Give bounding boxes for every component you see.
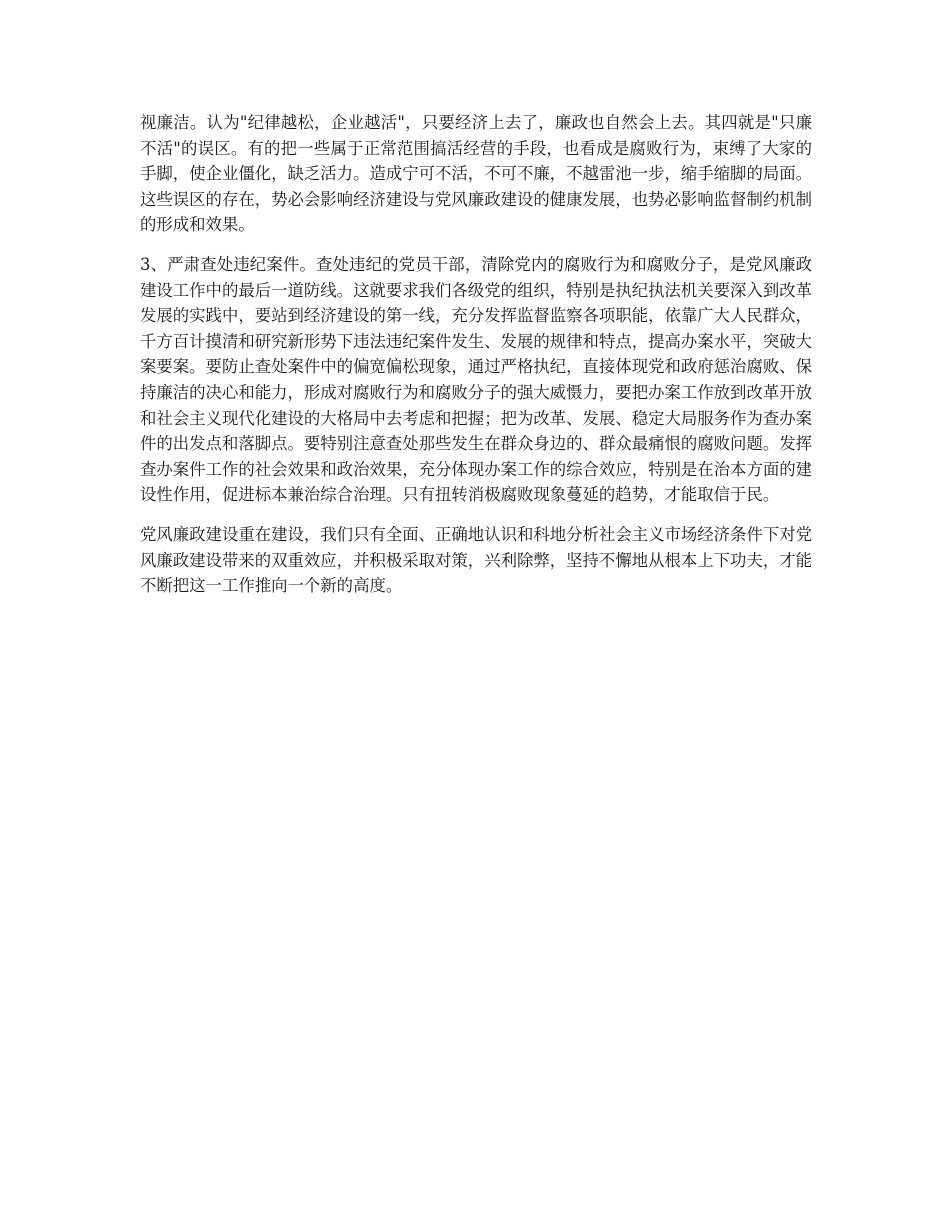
paragraph-3: 党风廉政建设重在建设，我们只有全面、正确地认识和科地分析社会主义市场经济条件下对党风廉政建设带来的双重效应，并积极采取对策，兴利除弊，坚持不懈地从根本上下功夫，才能不断把这一工作推向一个新的高度。 xyxy=(140,524,813,596)
document-body xyxy=(140,110,812,613)
paragraph-2: 3、严肃查处违纪案件。查处违纪的党员干部，清除党内的腐败行为和腐败分子，是党风廉政建设工作中的最后一道防线。这就要求我们各级党的组织，特别是执纪执法机关要深入到改革发展的实践中，要站到经济建设的第一线，充分发挥监督监察各项职能，依靠广大人民群众，千方百计摸清和研究新形势下违法违纪案件发生、发展的规律和特点，提高办案水平，突破大案要案。要防止查处案件中的偏宽偏松现象，通过严格执纪，直接体现党和政府惩治腐败、保持廉洁的决心和能力，形成对腐败行为和腐败分子的强大威慑力，要把办案工作放到改革开放和社会主义现代化建设的大格局中去考虑和把握；把为改革、发展、稳定大局服务作为查办案件的出发点和落脚点。要特别注意查处那些发生在群众身边的、群众最痛恨的腐败问题。发挥查办案件工作的社会效果和政治效果，充分体现办案工作的综合效应，特别是在治本方面的建设性作用，促进标本兼治综合治理。只有扭转消极腐败现象蔓延的趋势，才能取信于民。 xyxy=(140,254,813,505)
paragraph-1: 视廉洁。认为"纪律越松，企业越活"，只要经济上去了，廉政也自然会上去。其四就是"只廉不活"的误区。有的把一些属于正常范围搞活经营的手段，也看成是腐败行为，束缚了大家的手脚，使企业僵化，缺乏活力。造成宁可不活，不可不廉，不越雷池一步，缩手缩脚的局面。这些误区的存在，势必会影响经济建设与党风廉政建设的健康发展，也势必影响监督制约机制的形成和效果。 xyxy=(140,113,813,235)
